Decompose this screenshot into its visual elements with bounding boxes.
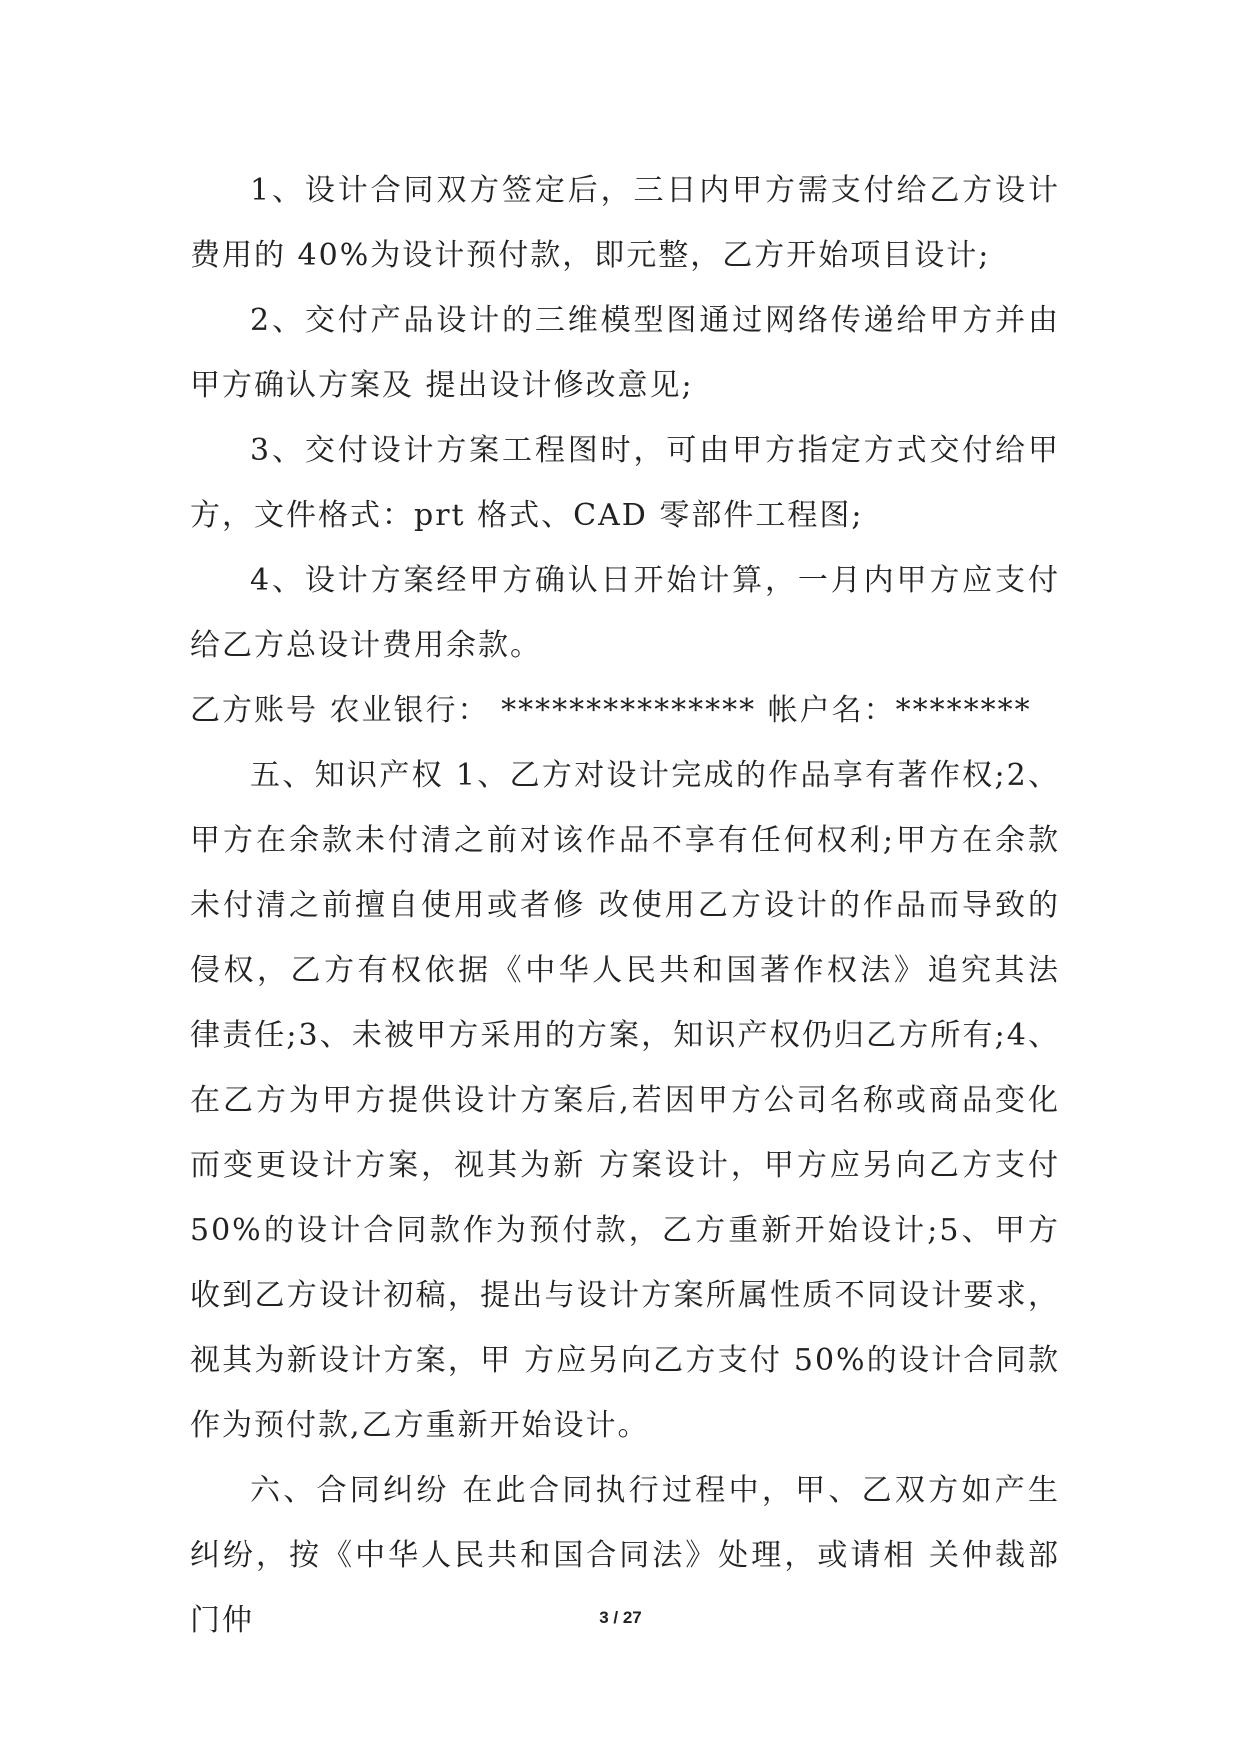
paragraph-contract-dispute: 六、合同纠纷 在此合同执行过程中，甲、乙双方如产生纠纷，按《中华人民共和国合同法》处理，或请相 关仲裁部门仲	[190, 1473, 1060, 1638]
paragraph-payment-3: 3、交付设计方案工程图时，可由甲方指定方式交付给甲方，文件格式：prt 格式、CAD 零部件工程图;	[190, 433, 1060, 533]
document-body	[190, 158, 1060, 1653]
paragraph-payment-4: 4、设计方案经甲方确认日开始计算，一月内甲方应支付给乙方总设计费用余款。	[190, 563, 1060, 663]
paragraph-bank-account: 乙方账号 农业银行： *************** 帐户名：********	[190, 693, 1032, 728]
paragraph-intellectual-property: 五、知识产权 1、乙方对设计完成的作品享有著作权;2、甲方在余款未付清之前对该作品不享有任何权利;甲方在余款未付清之前擅自使用或者修 改使用乙方设计的作品而导致的侵权，乙方有权依据《中华人民共和国著作权法》追究其法 律责任;3、未被甲方采用的方案，知识产权仍归乙方所有;4、在乙方为甲方提供设计方案后,若因甲方公司名称或商品变化而变更设计方案，视其为新 方案设计，甲方应另向乙方支付 50%的设计合同款作为预付款，乙方重新开始设计;5、甲方收到乙方设计初稿，提出与设计方案所属性质不同设计要求，视其为新设计方案，甲 方应另向乙方支付 50%的设计合同款作为预付款,乙方重新开始设计。	[190, 758, 1060, 1443]
paragraph-payment-2: 2、交付产品设计的三维模型图通过网络传递给甲方并由甲方确认方案及 提出设计修改意见;	[190, 303, 1060, 403]
page-number: 3 / 27	[599, 1608, 642, 1627]
paragraph-payment-1: 1、设计合同双方签定后，三日内甲方需支付给乙方设计费用的 40%为设计预付款，即元整，乙方开始项目设计;	[190, 173, 1060, 273]
